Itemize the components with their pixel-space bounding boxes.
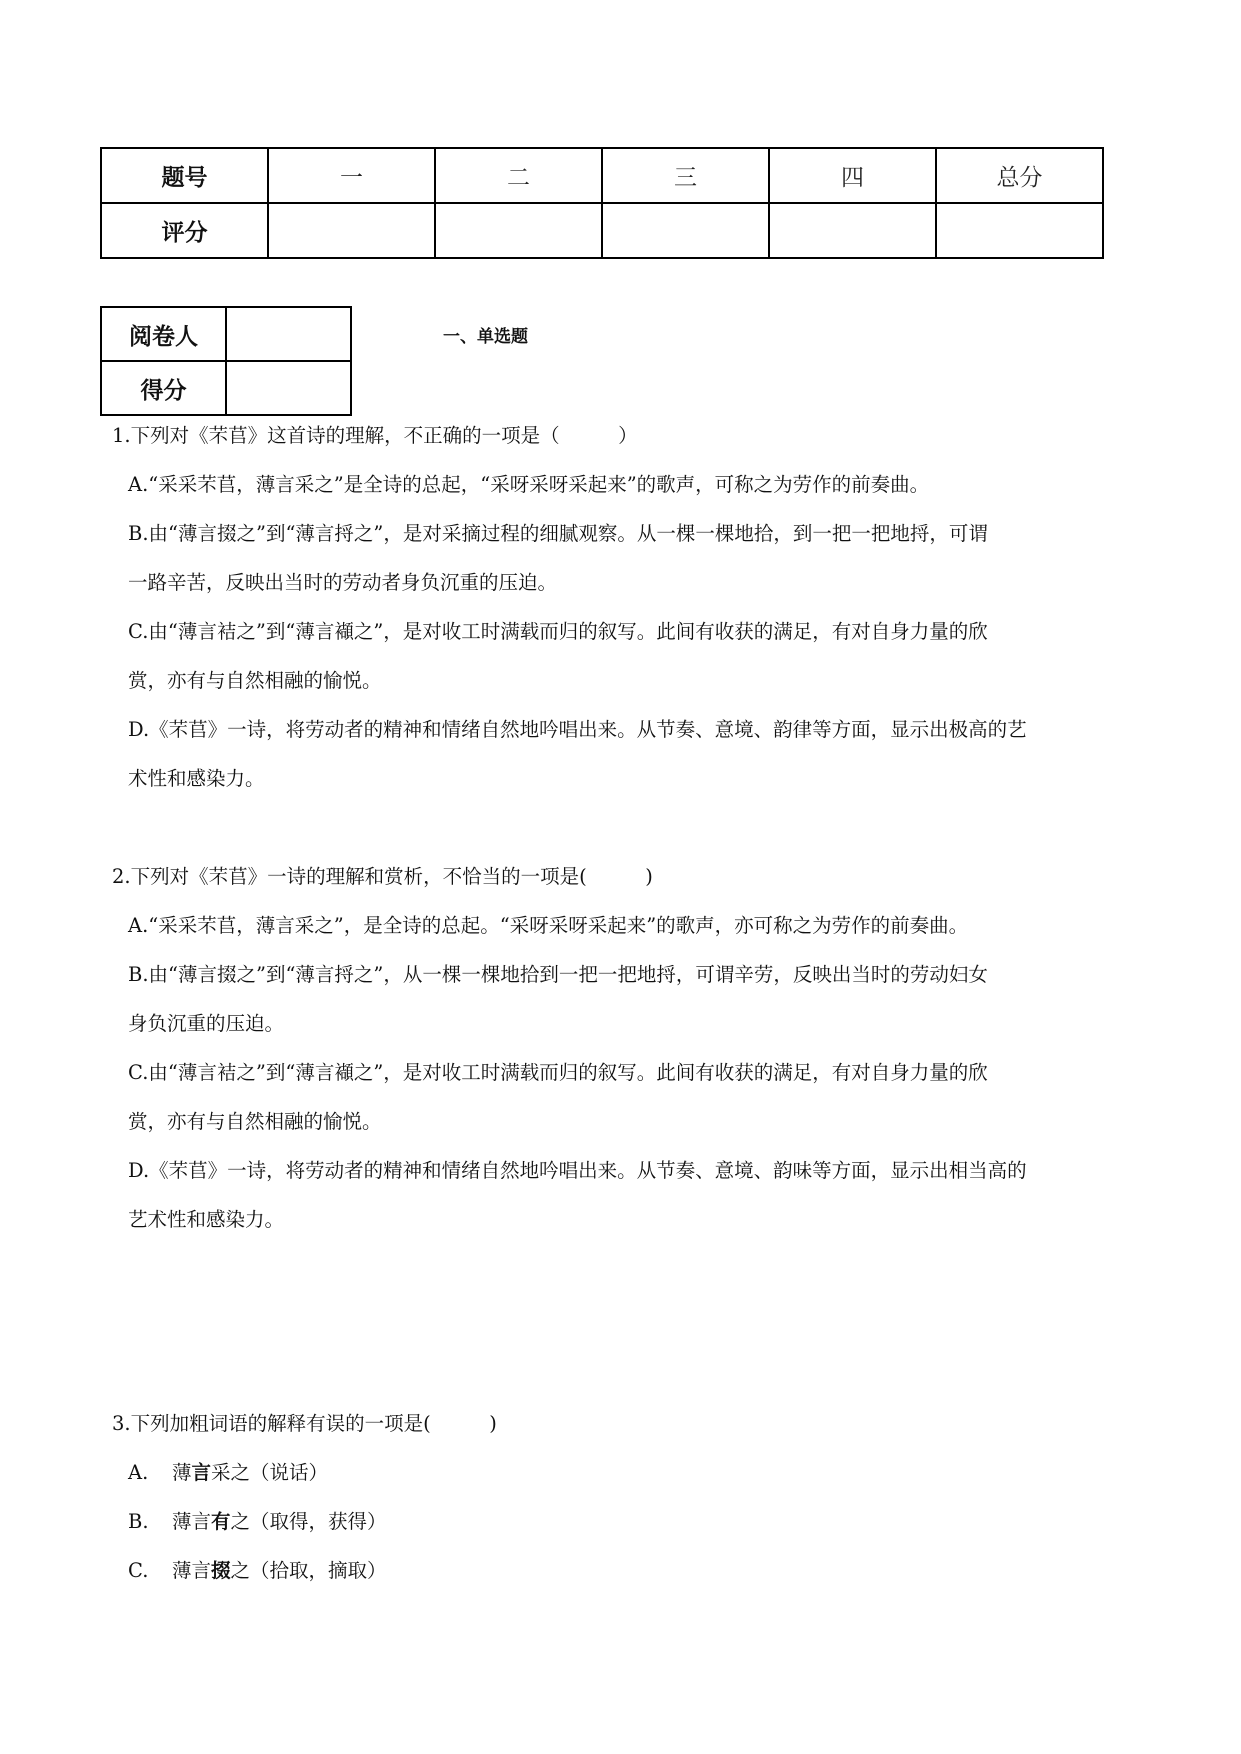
option-letter: A. — [128, 1461, 149, 1484]
q3-stem: 3.下列加粗词语的解释有误的一项是( ) — [112, 1412, 497, 1435]
q1-option-b-line2: 一路辛苦，反映出当时的劳动者身负沉重的压迫。 — [128, 571, 558, 594]
option-letter: C. — [128, 1559, 149, 1582]
score-blank-cell — [435, 203, 602, 258]
q1-option-b-line1: B.由“薄言掇之”到“薄言捋之”，是对采摘过程的细腻观察。从一棵一棵地拾，到一把一把地捋，可谓 — [128, 522, 988, 545]
score-blank-cell — [268, 203, 435, 258]
q1-option-a: A.“采采芣苢，薄言采之”是全诗的总起，“采呀采呀采起来”的歌声，可称之为劳作的前奏曲。 — [128, 473, 930, 496]
q2-option-c-line2: 赏，亦有与自然相融的愉悦。 — [128, 1110, 382, 1133]
q1-option-c-line2: 赏，亦有与自然相融的愉悦。 — [128, 669, 382, 692]
q1-stem: 1.下列对《芣苢》这首诗的理解，不正确的一项是（ ） — [112, 424, 638, 447]
q1-option-d-line1: D.《芣苢》一诗，将劳动者的精神和情绪自然地吟唱出来。从节奏、意境、韵律等方面，显示出极高的艺 — [128, 718, 1027, 741]
reader-blank-cell — [226, 307, 351, 361]
score-blank-cell — [936, 203, 1103, 258]
option-bold-word: 言 — [191, 1461, 212, 1484]
option-text-post: 之（取得，获得） — [230, 1510, 387, 1533]
score-label: 得分 — [101, 361, 226, 415]
option-text-post: 之（拾取，摘取） — [230, 1559, 387, 1582]
score-table-cell-part1: 一 — [268, 148, 435, 203]
score-table-header-row — [101, 148, 1103, 203]
q2-option-b-line1: B.由“薄言掇之”到“薄言捋之”，从一棵一棵地拾到一把一把地捋，可谓辛劳，反映出当时的劳动妇女 — [128, 963, 988, 986]
option-text-pre: 薄言 — [172, 1559, 212, 1582]
option-text-pre: 薄言 — [172, 1510, 212, 1533]
grader-table — [100, 306, 352, 416]
score-table — [100, 147, 1104, 259]
score-blank-cell — [602, 203, 769, 258]
q2-option-d-line1: D.《芣苢》一诗，将劳动者的精神和情绪自然地吟唱出来。从节奏、意境、韵味等方面，显示出相当高的 — [128, 1159, 1027, 1182]
score-table-cell-part3: 三 — [602, 148, 769, 203]
score-table-cell-total: 总分 — [936, 148, 1103, 203]
q1-option-d-line2: 术性和感染力。 — [128, 767, 265, 790]
q2-stem: 2.下列对《芣苢》一诗的理解和赏析，不恰当的一项是( ) — [112, 865, 653, 888]
q3-option-c — [128, 1561, 387, 1581]
score-table-score-row — [101, 203, 1103, 258]
q3-option-b — [128, 1512, 387, 1532]
score-blank-cell — [769, 203, 936, 258]
reader-label: 阅卷人 — [101, 307, 226, 361]
option-text-pre: 薄 — [172, 1461, 192, 1484]
option-bold-word: 掇 — [211, 1559, 231, 1582]
q3-option-a — [128, 1463, 328, 1483]
q1-option-c-line1: C.由“薄言袺之”到“薄言襭之”，是对收工时满载而归的叙写。此间有收获的满足，有对自身力量的欣 — [128, 620, 988, 643]
q2-option-a: A.“采采芣苢，薄言采之”，是全诗的总起。“采呀采呀采起来”的歌声，亦可称之为劳作的前奏曲。 — [128, 914, 969, 937]
score-table-cell-part4: 四 — [769, 148, 936, 203]
score-table-row-label: 评分 — [101, 203, 268, 258]
score-table-cell-part2: 二 — [435, 148, 602, 203]
option-letter: B. — [128, 1510, 149, 1533]
option-bold-word: 有 — [211, 1510, 231, 1533]
section-title: 一、单选题 — [443, 327, 528, 347]
option-text-post: 采之（说话） — [211, 1461, 329, 1484]
q2-option-d-line2: 艺术性和感染力。 — [128, 1208, 285, 1231]
q2-option-c-line1: C.由“薄言袺之”到“薄言襭之”，是对收工时满载而归的叙写。此间有收获的满足，有对自身力量的欣 — [128, 1061, 988, 1084]
q2-option-b-line2: 身负沉重的压迫。 — [128, 1012, 285, 1035]
score-table-cell-label: 题号 — [101, 148, 268, 203]
score-blank-cell — [226, 361, 351, 415]
